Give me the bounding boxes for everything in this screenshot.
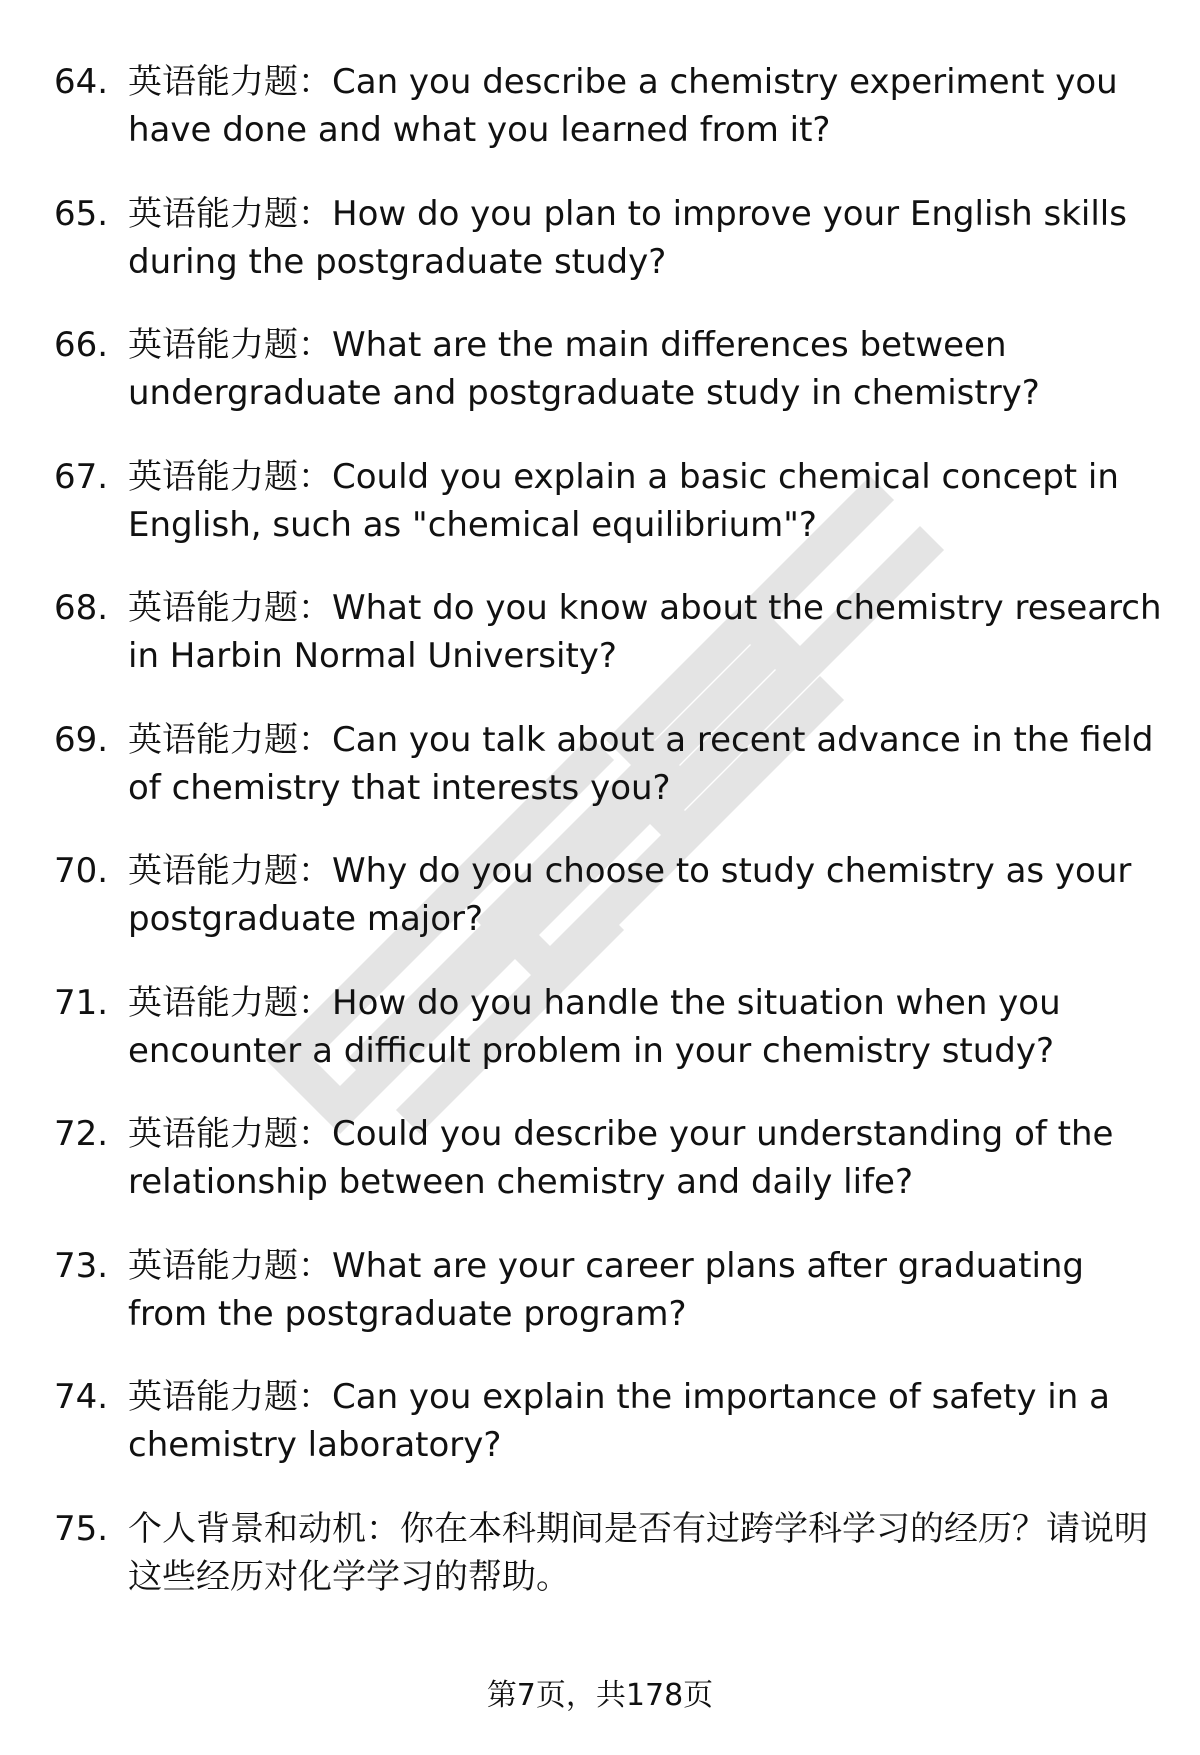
list-item bbox=[0, 1242, 1200, 1374]
question-text: 英语能力题：Why do you choose to study chemistry as your postgraduate major? bbox=[128, 851, 1132, 939]
question-text: 英语能力题：What are the main differences between undergraduate and postgraduate study in chemistry? bbox=[128, 325, 1040, 413]
page-number-footer: 第7页，共178页 bbox=[486, 1678, 714, 1713]
question-number: 70. bbox=[54, 851, 109, 891]
question-list bbox=[0, 58, 1200, 1636]
question-text: 英语能力题：What are your career plans after graduating from the postgraduate program? bbox=[128, 1245, 1085, 1334]
question-number: 68. bbox=[54, 588, 109, 628]
list-item bbox=[0, 453, 1200, 585]
question-text: 英语能力题：Can you explain the importance of safety in a chemistry laboratory? bbox=[128, 1377, 1110, 1465]
question-text: 英语能力题：How do you handle the situation when you encounter a difficult problem in your chemistry study? bbox=[128, 982, 1061, 1071]
question-text: 英语能力题：What do you know about the chemistry research in Harbin Normal University? bbox=[128, 588, 1162, 676]
question-text: 个人背景和动机：你在本科期间是否有过跨学科学习的经历？请说明这些经历对化学学习的帮助。 bbox=[128, 1508, 1148, 1597]
list-item bbox=[0, 1110, 1200, 1242]
list-item bbox=[0, 190, 1200, 322]
question-number: 74. bbox=[54, 1377, 109, 1417]
question-text: 英语能力题：Could you explain a basic chemical concept in English, such as "chemical equilibrium"? bbox=[128, 456, 1119, 545]
question-number: 64. bbox=[54, 62, 109, 102]
question-number: 66. bbox=[54, 325, 109, 365]
list-item bbox=[0, 58, 1200, 190]
list-item bbox=[0, 321, 1200, 453]
question-number: 69. bbox=[54, 719, 109, 760]
question-text: 英语能力题：Can you talk about a recent advance in the field of chemistry that interests you? bbox=[128, 719, 1154, 808]
list-item bbox=[0, 979, 1200, 1111]
question-text: 英语能力题：Can you describe a chemistry experiment you have done and what you learned from it? bbox=[128, 62, 1118, 150]
list-item bbox=[0, 1505, 1200, 1637]
question-number: 73. bbox=[54, 1245, 109, 1286]
question-text: 英语能力题：How do you plan to improve your English skills during the postgraduate study? bbox=[128, 193, 1127, 282]
question-number: 72. bbox=[54, 1114, 109, 1154]
list-item bbox=[0, 584, 1200, 716]
question-number: 75. bbox=[54, 1508, 109, 1549]
list-item bbox=[0, 716, 1200, 848]
list-item bbox=[0, 847, 1200, 979]
list-item bbox=[0, 1373, 1200, 1505]
question-number: 71. bbox=[54, 982, 109, 1023]
question-number: 67. bbox=[54, 456, 109, 497]
question-text: 英语能力题：Could you describe your understanding of the relationship between chemistry and daily life? bbox=[128, 1114, 1114, 1202]
question-number: 65. bbox=[54, 193, 109, 234]
